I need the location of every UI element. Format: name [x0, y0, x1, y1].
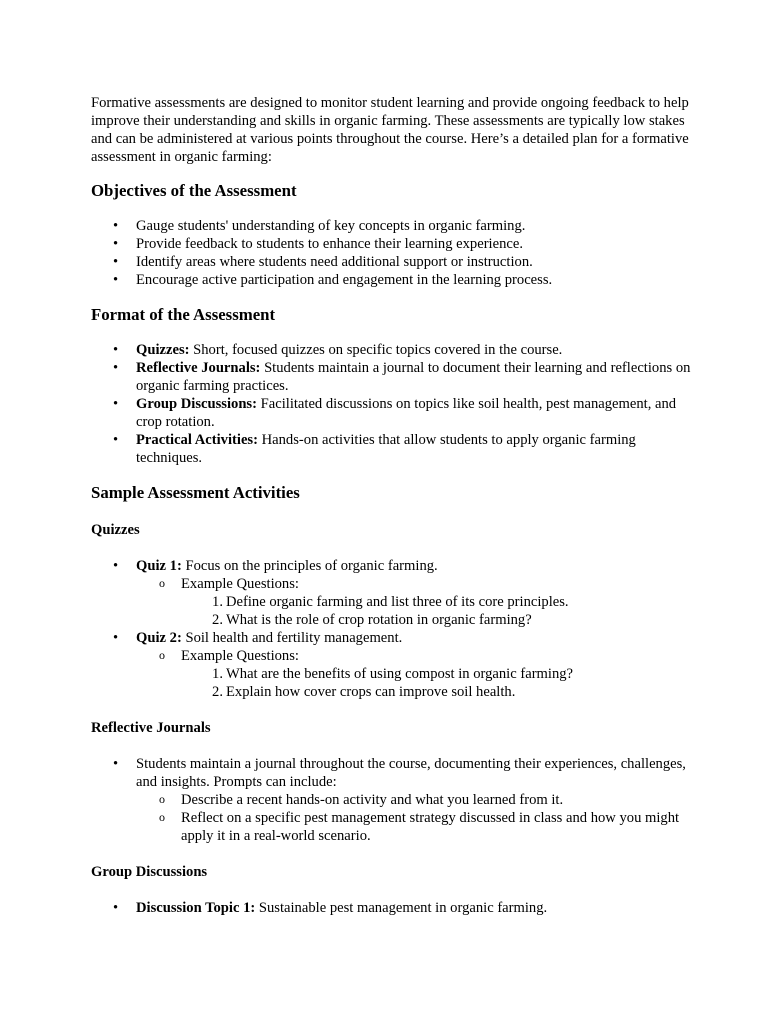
list-item	[91, 557, 691, 629]
list-item: • Students maintain a journal throughout the course, documenting their experiences, challenges, and insights. Prompts can include: o Describe a recent hands-on activity and what you learned from it. o Reflect on a specific pest management strategy discussed in class and how you might apply it in a real-world scenario.	[91, 755, 691, 845]
format-list	[91, 341, 691, 467]
sub-list	[136, 575, 691, 629]
format-heading: Format of the Assessment	[91, 305, 276, 324]
discussions-list	[91, 899, 691, 917]
list-item: • Identify areas where students need additional support or instruction.	[91, 253, 691, 271]
intro-paragraph: Formative assessments are designed to monitor student learning and provide ongoing feedback to help improve their understanding and skills in organic farming. These assessments are typically low stakes and can be administered at various points throughout the course. Here’s a detailed plan for a formative assessment in organic farming:	[91, 95, 689, 165]
sub-list-item: o Describe a recent hands-on activity and what you learned from it.	[136, 791, 691, 809]
numbered-item: 1. What are the benefits of using compost in organic farming?	[212, 666, 574, 682]
list-item	[91, 359, 691, 395]
quizzes-heading: Quizzes	[91, 522, 140, 538]
item-text: Focus on the principles of organic farming.	[181, 558, 438, 574]
item-text: Short, focused quizzes on specific topics covered in the course.	[189, 342, 563, 358]
item-term: Discussion Topic 1:	[136, 900, 256, 916]
list-item	[91, 629, 691, 701]
list-item	[91, 899, 691, 917]
item-term: Reflective Journals:	[136, 360, 261, 376]
objectives-heading: Objectives of the Assessment	[91, 181, 297, 200]
journals-list	[91, 755, 691, 845]
list-item	[91, 341, 691, 359]
sub-list-item: o Example Questions: 1. Define organic farming and list three of its core principles. 2. What is the role of crop rotation in organic farming?	[136, 575, 691, 629]
item-term: Practical Activities:	[136, 432, 258, 448]
objectives-list	[91, 217, 691, 289]
numbered-item: 2. What is the role of crop rotation in organic farming?	[212, 612, 532, 628]
sub-list	[136, 791, 691, 845]
item-text: Facilitated discussions on topics like soil health, pest management, and crop rotation.	[136, 396, 677, 430]
quizzes-list	[91, 557, 691, 701]
item-term: Quiz 2:	[136, 630, 182, 646]
item-text: Sustainable pest management in organic farming.	[255, 900, 548, 916]
item-text: Students maintain a journal to document their learning and reflections on organic farming practices.	[136, 360, 691, 394]
sample-heading: Sample Assessment Activities	[91, 483, 300, 502]
item-term: Quiz 1:	[136, 558, 182, 574]
sub-list-item: o Reflect on a specific pest management strategy discussed in class and how you might apply it in a real-world scenario.	[136, 809, 691, 845]
item-term: Quizzes:	[136, 342, 190, 358]
list-item	[91, 395, 691, 431]
item-term: Group Discussions:	[136, 396, 257, 412]
document-body	[91, 94, 691, 917]
sub-list	[136, 647, 691, 701]
sub-list-item: o Example Questions: 1. What are the benefits of using compost in organic farming? 2. Explain how cover crops can improve soil health.	[136, 647, 691, 701]
list-item: • Encourage active participation and engagement in the learning process.	[91, 271, 691, 289]
item-text: Hands-on activities that allow students to apply organic farming techniques.	[136, 432, 636, 466]
list-item	[91, 431, 691, 467]
numbered-list	[181, 665, 691, 701]
numbered-list	[181, 593, 691, 629]
list-item: • Provide feedback to students to enhance their learning experience.	[91, 235, 691, 253]
list-item: • Gauge students' understanding of key concepts in organic farming.	[91, 217, 691, 235]
discussions-heading: Group Discussions	[91, 864, 208, 880]
journals-heading: Reflective Journals	[91, 720, 211, 736]
numbered-item: 2. Explain how cover crops can improve soil health.	[212, 684, 516, 700]
numbered-item: 1. Define organic farming and list three of its core principles.	[212, 594, 569, 610]
item-text: Soil health and fertility management.	[181, 630, 403, 646]
